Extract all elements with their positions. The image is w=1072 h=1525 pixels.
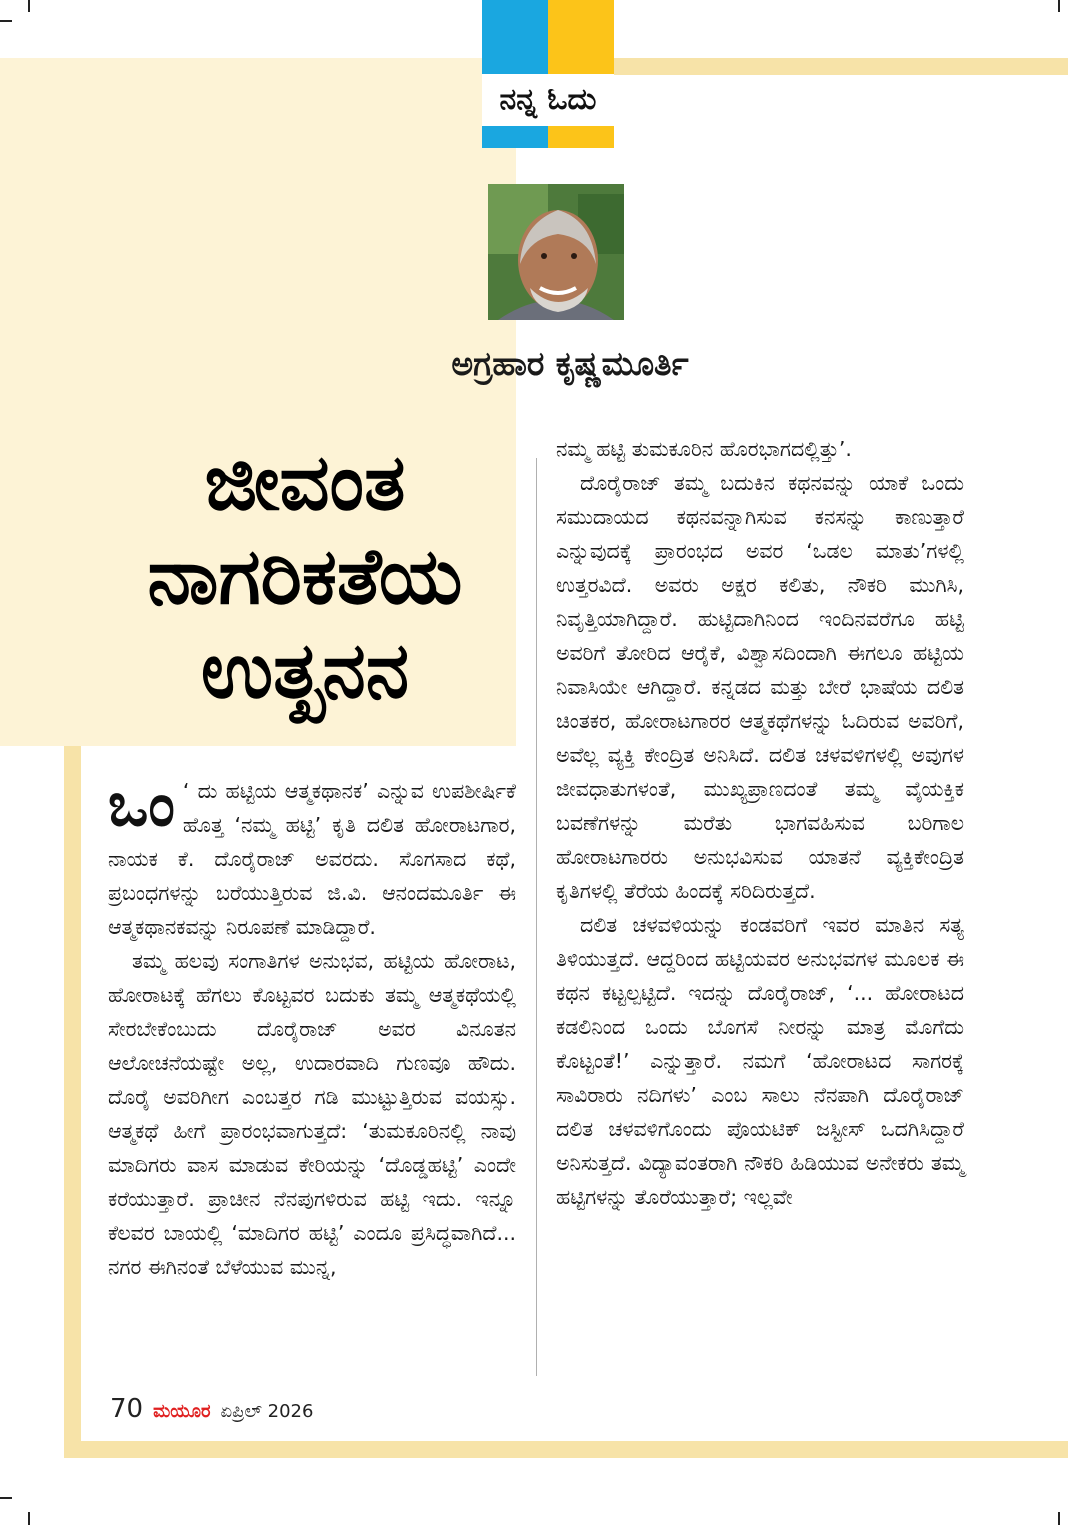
crop-mark — [0, 20, 12, 22]
tag-tile-blue — [482, 0, 548, 74]
issue-date: ಏಪ್ರಿಲ್ 2026 — [220, 1401, 314, 1422]
frame-bottom — [64, 1441, 1068, 1458]
tag-tile-yellow — [548, 0, 614, 74]
column-divider — [536, 458, 537, 1376]
paragraph: ದೊರೈರಾಜ್ ತಮ್ಮ ಬದುಕಿನ ಕಥನವನ್ನು ಯಾಕೆ ಒಂದು ಸಮುದಾಯದ ಕಥನವನ್ನಾಗಿಸುವ ಕನಸನ್ನು ಕಾಣುತ್ತಾರೆ ಎನ್ನುವುದಕ್ಕೆ ಪ್ರಾರಂಭದ ಅವರ ‘ಒಡಲ ಮಾತು’ಗಳಲ್ಲಿ ಉತ್ತರವಿದೆ. ಅವರು ಅಕ್ಷರ ಕಲಿತು, ನೌಕರಿ ಮುಗಿಸಿ, ನಿವೃತ್ತಿಯಾಗಿದ್ದಾರೆ. ಹುಟ್ಟಿದಾಗಿನಿಂದ ಇಂದಿನವರೆಗೂ ಹಟ್ಟಿ ಅವರಿಗೆ ತೋರಿದ ಆರೈಕೆ, ವಿಶ್ವಾಸದಿಂದಾಗಿ ಈಗಲೂ ಹಟ್ಟಿಯ ನಿವಾಸಿಯೇ ಆಗಿದ್ದಾರೆ. ಕನ್ನಡದ ಮತ್ತು ಬೇರೆ ಭಾಷೆಯ ದಲಿತ ಚಿಂತಕರ, ಹೋರಾಟಗಾರರ ಆತ್ಮಕಥೆಗಳನ್ನು ಓದಿರುವ ಅವರಿಗೆ, ಅವೆಲ್ಲ ವ್ಯಕ್ತಿ ಕೇಂದ್ರಿತ ಅನಿಸಿದೆ. ದಲಿತ ಚಳವಳಿಗಳಲ್ಲಿ ಅವುಗಳ ಜೀವಧಾತುಗಳಂತೆ, ಮುಖ್ಯಪ್ರಾಣದಂತೆ ತಮ್ಮ ವೈಯಕ್ತಿಕ ಬವಣೆಗಳನ್ನು ಮರೆತು ಭಾಗವಹಿಸುವ ಬರಿಗಾಲ ಹೋರಾಟಗಾರರು ಅನುಭವಿಸುವ ಯಾತನೆ ವ್ಯಕ್ತಿಕೇಂದ್ರಿತ ಕೃತಿಗಳಲ್ಲಿ ತೆರೆಯ ಹಿಂದಕ್ಕೆ ಸರಿದಿರುತ್ತದೆ. — [556, 471, 964, 903]
right-column — [556, 432, 964, 1214]
paragraph: ಒಂ ‘ ದು ಹಟ್ಟಿಯ ಆತ್ಮಕಥಾನಕ’ ಎನ್ನುವ ಉಪಶೀರ್ಷಿಕೆ ಹೊತ್ತ ‘ನಮ್ಮ ಹಟ್ಟಿ’ ಕೃತಿ ದಲಿತ ಹೋರಾಟಗಾರ, ನಾಯಕ ಕೆ. ದೊರೈರಾಜ್ ಅವರದು. ಸೊಗಸಾದ ಕಥೆ, ಪ್ರಬಂಧಗಳನ್ನು ಬರೆಯುತ್ತಿರುವ ಜಿ.ವಿ. ಆನಂದಮೂರ್ತಿ ಈ ಆತ್ಮಕಥಾನಕವನ್ನು ನಿರೂಪಣೆ ಮಾಡಿದ್ದಾರೆ. — [108, 770, 516, 939]
crop-mark — [28, 0, 30, 12]
headline — [95, 436, 515, 718]
crop-mark — [28, 1512, 30, 1525]
crop-mark — [1058, 0, 1060, 12]
author-name: ಅಗ್ರಹಾರ ಕೃಷ್ಣಮೂರ್ತಿ — [451, 344, 689, 383]
drop-cap: ಒಂ — [108, 770, 175, 840]
paragraph: ತಮ್ಮ ಹಲವು ಸಂಗಾತಿಗಳ ಅನುಭವ, ಹಟ್ಟಿಯ ಹೋರಾಟ, ಹೋರಾಟಕ್ಕೆ ಹೆಗಲು ಕೊಟ್ಟವರ ಬದುಕು ತಮ್ಮ ಆತ್ಮಕಥೆಯಲ್ಲಿ ಸೇರಬೇಕೆಂಬುದು ದೊರೈರಾಜ್ ಅವರ ವಿನೂತನ ಆಲೋಚನೆಯಷ್ಟೇ ಅಲ್ಲ, ಉದಾರವಾದಿ ಗುಣವೂ ಹೌದು. ದೊರೈ ಅವರಿಗೀಗ ಎಂಬತ್ತರ ಗಡಿ ಮುಟ್ಟುತ್ತಿರುವ ವಯಸ್ಸು. ಆತ್ಮಕಥೆ ಹೀಗೆ ಪ್ರಾರಂಭವಾಗುತ್ತದೆ: ‘ತುಮಕೂರಿನಲ್ಲಿ ನಾವು ಮಾದಿಗರು ವಾಸ ಮಾಡುವ ಕೇರಿಯನ್ನು ‘ದೊಡ್ಡಹಟ್ಟಿ’ ಎಂದೇ ಕರೆಯುತ್ತಾರೆ. ಪ್ರಾಚೀನ ನೆನಪುಗಳಿರುವ ಹಟ್ಟಿ ಇದು. ಇನ್ನೂ ಕೆಲವರ ಬಾಯಲ್ಲಿ ‘ಮಾದಿಗರ ಹಟ್ಟಿ’ ಎಂದೂ ಪ್ರಸಿದ್ಧವಾಗಿದೆ... ನಗರ ಈಗಿನಂತೆ ಬೆಳೆಯುವ ಮುನ್ನ, — [108, 949, 516, 1279]
magazine-logo: ಮಯೂರ — [153, 1401, 211, 1422]
page-footer — [110, 1394, 313, 1428]
tag-tile-yellow — [548, 126, 614, 148]
section-tag: ನನ್ನ ಓದು — [499, 82, 597, 117]
page-number: 70 — [110, 1394, 144, 1424]
headline-line: ಉತ್ಖನನ — [200, 626, 410, 716]
author-portrait-icon — [488, 184, 624, 320]
headline-line: ನಾಗರಿಕತೆಯ — [147, 532, 463, 622]
tag-tile-blue — [482, 126, 548, 148]
crop-mark — [0, 1497, 12, 1499]
paragraph: ದಲಿತ ಚಳವಳಿಯನ್ನು ಕಂಡವರಿಗೆ ಇವರ ಮಾತಿನ ಸತ್ಯ ತಿಳಿಯುತ್ತದೆ. ಆದ್ದರಿಂದ ಹಟ್ಟಿಯವರ ಅನುಭವಗಳ ಮೂಲಕ ಈ ಕಥನ ಕಟ್ಟಲ್ಪಟ್ಟಿದೆ. ಇದನ್ನು ದೊರೈರಾಜ್, ‘... ಹೋರಾಟದ ಕಡಲಿನಿಂದ ಒಂದು ಬೊಗಸೆ ನೀರನ್ನು ಮಾತ್ರ ಮೊಗೆದು ಕೊಟ್ಟಂತೆ!’ ಎನ್ನುತ್ತಾರೆ. ನಮಗೆ ‘ಹೋರಾಟದ ಸಾಗರಕ್ಕೆ ಸಾವಿರಾರು ನದಿಗಳು’ ಎಂಬ ಸಾಲು ನೆನಪಾಗಿ ದೊರೈರಾಜ್ ದಲಿತ ಚಳವಳಿಗೊಂದು ಪೊಯಟಿಕ್ ಜಸ್ಟೀಸ್ ಒದಗಿಸಿದ್ದಾರೆ ಅನಿಸುತ್ತದೆ. ವಿದ್ಯಾವಂತರಾಗಿ ನೌಕರಿ ಹಿಡಿಯುವ ಅನೇಕರು ತಮ್ಮ ಹಟ್ಟಿಗಳನ್ನು ತೊರೆಯುತ್ತಾರೆ; ಇಲ್ಲವೇ — [556, 913, 964, 1209]
left-column — [108, 770, 516, 1284]
headline-line: ಜೀವಂತ — [204, 438, 406, 528]
crop-mark — [1058, 1512, 1060, 1525]
paragraph: ನಮ್ಮ ಹಟ್ಟಿ ತುಮಕೂರಿನ ಹೊರಭಾಗದಲ್ಲಿತ್ತು’. — [556, 437, 852, 461]
